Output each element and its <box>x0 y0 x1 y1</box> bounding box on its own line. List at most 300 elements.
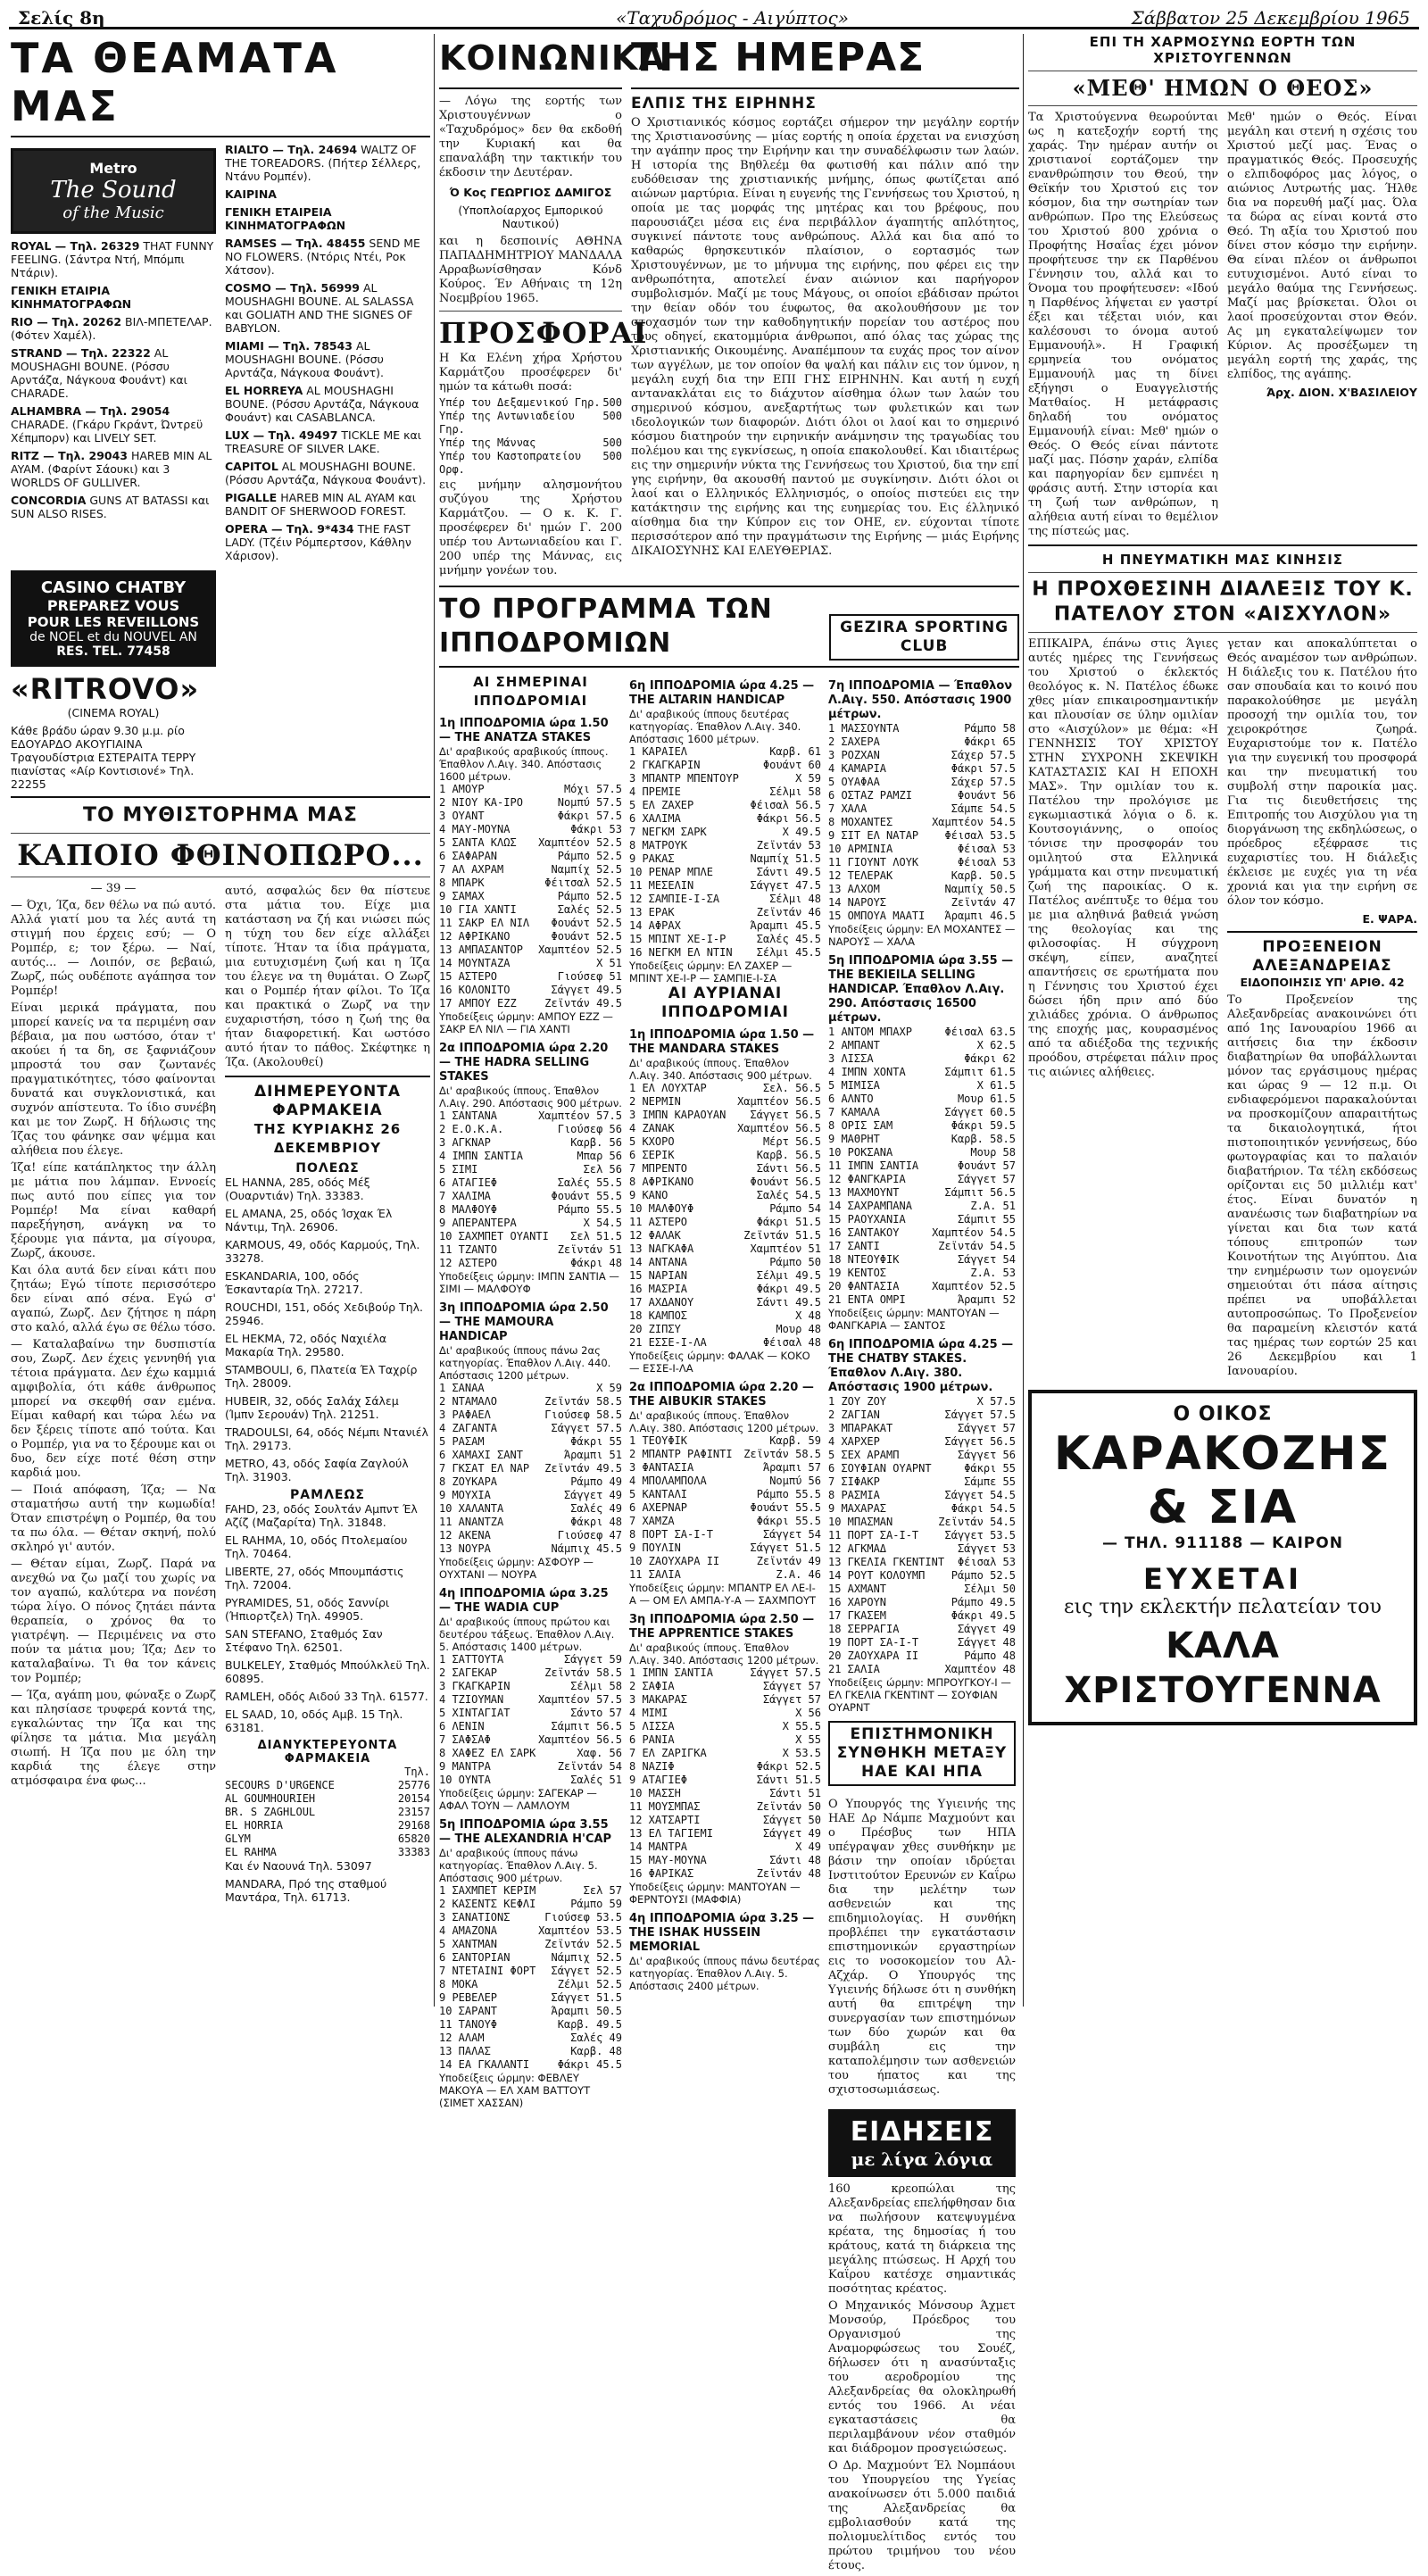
horse-jockey-weight <box>795 1309 821 1323</box>
horse-name: 12 ΦΑΝΓΚΑΡΙΑ <box>828 1173 906 1185</box>
horse-row <box>629 1501 821 1515</box>
weight: 52.5 <box>596 877 622 889</box>
weight: 51 <box>609 957 622 969</box>
horse-row <box>828 749 1016 762</box>
weight: 57 <box>1002 1159 1016 1172</box>
weight: 59.5 <box>990 1119 1016 1132</box>
jockey: Σαλές <box>570 1774 603 1786</box>
horse-jockey-weight <box>763 1528 821 1541</box>
jockey: Φουάντ <box>957 1159 997 1172</box>
horse-row <box>828 816 1016 829</box>
horse-row <box>439 1230 622 1243</box>
horse-row <box>629 1189 821 1202</box>
horse-name: 10 ΡΟΚΣΑΝΑ <box>828 1146 893 1159</box>
jockey: Καρβ. <box>769 745 802 758</box>
cinema-film: HAREB MIN AL AYAM. (Φαρίντ Σάουκι) και 3 WORLDS OF GULLIVER. <box>11 449 212 489</box>
cinema-name: COSMO — Τηλ. 56999 <box>225 281 360 295</box>
horse-name: 14 ΜΟΥΝΤΑΖΑ <box>439 957 511 969</box>
horse-name: 3 ΜΑΚΑΡΑΣ <box>629 1693 688 1706</box>
weight: 56 <box>609 1163 622 1176</box>
horse-jockey-weight <box>783 1747 821 1760</box>
horse-row <box>629 1434 821 1448</box>
horse-name: 5 ΡΑΣΑΜ <box>439 1435 485 1448</box>
jockey: Φάκρι <box>964 1052 997 1065</box>
cinema-listing <box>11 449 216 489</box>
weight: 48 <box>1002 1649 1016 1662</box>
weight: 57.5 <box>596 796 622 809</box>
metro-brand: Metro <box>89 160 137 177</box>
horse-row <box>629 1229 821 1242</box>
jockey: Φάκρι <box>557 2058 590 2071</box>
horse-jockey-weight <box>552 2005 623 2018</box>
jockey: Χ <box>795 1841 802 1853</box>
horse-name: 21 ΣΑΛΙΑ <box>828 1663 880 1675</box>
races-today-title: ΑΙ ΣΗΜΕΡΙΝΑΙ ΙΠΠΟΔΡΟΜΙΑΙ <box>473 674 588 709</box>
jockey: Σάντι <box>756 866 789 878</box>
weight: 57.5 <box>990 1408 1016 1421</box>
weight: 51.5 <box>795 1541 821 1554</box>
donation-row <box>439 450 622 477</box>
weight: 55 <box>1002 1475 1016 1488</box>
horse-jockey-weight <box>951 1609 1016 1623</box>
horse-name: 15 ΟΜΠΟΥΑ ΜΑΑΤΙ <box>828 910 926 922</box>
horse-row <box>439 943 622 957</box>
weight: 56.5 <box>795 1176 821 1188</box>
weight: 49.5 <box>795 1283 821 1295</box>
theamata-title: ΤΑ ΘΕΑΜΑΤΑ ΜΑΣ <box>11 34 339 130</box>
horse-row <box>629 1242 821 1256</box>
pneumatiki-signature: Ε. ΨΑΡΑ. <box>1362 912 1417 926</box>
horse-jockey-weight <box>538 943 622 957</box>
weight: 51 <box>609 1449 622 1461</box>
eidiseis-box <box>828 2109 1016 2177</box>
horse-name: 10 ΧΑΛΑΝΤΑ <box>439 1502 504 1515</box>
horse-row <box>439 1408 622 1422</box>
weight: 57.5 <box>990 762 1016 775</box>
horse-row <box>439 1449 622 1462</box>
horse-name: 9 ΚΑΝΟ <box>629 1189 668 1201</box>
weight: 57.5 <box>990 749 1016 761</box>
horse-row <box>629 1555 821 1568</box>
weight: 58.5 <box>596 1395 622 1408</box>
horse-jockey-weight <box>964 1475 1016 1489</box>
jockey: Ζεϊντάν <box>544 997 590 1010</box>
weight: 56 <box>609 1136 622 1149</box>
horse-jockey-weight <box>757 906 821 919</box>
horse-jockey-weight <box>751 852 822 866</box>
horse-name: 11 ΜΕΣΕΛΙΝ <box>629 879 694 892</box>
cinema-listing <box>11 239 216 279</box>
weight: 59 <box>808 772 821 785</box>
jockey: Ναμπίχ <box>750 852 789 865</box>
horse-jockey-weight <box>951 869 1016 883</box>
jockey: Ζεϊντάν <box>756 839 802 852</box>
horse-jockey-weight <box>552 1720 623 1733</box>
jockey: Σάχερ <box>951 749 984 761</box>
horse-jockey-weight <box>570 1502 622 1516</box>
horse-name: 7 ΣΙΦΑΚΡ <box>828 1475 880 1488</box>
horse-name: 2 ΓΚΑΓΚΑΡΙΝ <box>629 759 701 771</box>
weight: 51.5 <box>795 852 821 865</box>
horse-row <box>629 1827 821 1841</box>
pharmacy-entry: EL RAHMA, 10, οδός Πτολεμαίου Τηλ. 70464. <box>225 1533 408 1560</box>
jockey: Σάγγετ <box>551 1991 590 2004</box>
cinema-name: STRAND — Τηλ. 22322 <box>11 346 151 360</box>
horse-jockey-weight <box>558 1529 622 1542</box>
weight: 50 <box>808 1256 821 1268</box>
horse-row <box>629 745 821 759</box>
jockey: Νάμπιχ <box>551 1542 590 1555</box>
pharmacy-entry: SAN STEFANO, Σταθμός Σαν Στέφανο Τηλ. 62501. <box>225 1627 383 1654</box>
horse-name: 6 ΑΤΑΓΙΕΦ <box>439 1176 498 1189</box>
jockey: Χαμπτέον <box>538 1924 590 1937</box>
horse-jockey-weight <box>751 1176 822 1189</box>
jockey: Φουάντ <box>762 759 802 771</box>
weight: 52.5 <box>596 943 622 956</box>
pharmacy-tel: 33383 <box>397 1846 430 1858</box>
horse-name: 8 ΑΦΡΙΚΑΝΟ <box>629 1176 694 1188</box>
cinema-name: PIGALLE <box>225 491 278 504</box>
weight: 56.5 <box>795 812 821 825</box>
races-today-list <box>439 717 622 2109</box>
theamata-col-a <box>11 143 216 567</box>
weight: 54.5 <box>990 816 1016 828</box>
pharmacy-entry: PYRAMIDES, 51, οδός Σαννίρι (Ήπιορτζελ) Τηλ. 49905. <box>225 1596 390 1623</box>
gezira-col <box>828 673 1016 2576</box>
weight: 56 <box>609 1123 622 1135</box>
weight: 48 <box>1002 1663 1016 1675</box>
weight: 49.5 <box>795 826 821 838</box>
pharmacies-nightly-title: ΔΙΑΝΥΚΤΕΡΕΥΟΝΤΑ ΦΑΡΜΑΚΕΙΑ <box>257 1739 398 1766</box>
nightly-pharmacy-row <box>225 1806 430 1819</box>
jockey: Ράμπο <box>557 850 590 862</box>
weight: 52.5 <box>596 1938 622 1950</box>
jockey: Φάκρι <box>570 1516 603 1528</box>
weight: 50.5 <box>990 883 1016 895</box>
horse-name: 6 ΧΑΜΑΧΙ ΣΑΝΤ <box>439 1449 523 1461</box>
donation-label: Υπέρ της Αντωνιαδείου Γηρ. <box>439 410 575 436</box>
horse-row <box>828 1052 1016 1066</box>
horse-name: 3 ΣΑΝΑΤΙΟΝΣ <box>439 1911 511 1924</box>
weight: 47.5 <box>795 879 821 892</box>
horse-name: 17 ΑΜΠΟΥ ΕΖΖ <box>439 997 517 1010</box>
race-tips: Υποδείξεις ώρμην: ΦΑΛΑΚ — ΚΟΚΟ — ΕΣΣΕ-Ι-ΛΑ <box>629 1350 810 1375</box>
horse-jockey-weight <box>757 1216 821 1229</box>
cinema-listing <box>225 491 430 518</box>
horse-row <box>439 957 622 970</box>
race-tips: Υποδείξεις ώρμην: ΦΕΒΛΕΥ ΜΑΚΟΥΑ — ΕΛ ΧΑΜ ΒΑΤΤΟΥΤ (ΣΙΜΕΤ ΧΑΣΣΑΝ) <box>439 2072 591 2109</box>
horse-jockey-weight <box>751 1501 822 1515</box>
horse-name: 2 ΖΑΓΙΑΝ <box>828 1408 880 1421</box>
epi-ti-signature: Άρχ. ΔΙΟΝ. Χ'ΒΑΣΙΛΕΙΟΥ <box>1266 386 1417 399</box>
horse-row <box>439 1475 622 1489</box>
jockey: Σέλμι <box>769 893 802 905</box>
horse-name: 9 ΑΠΕΡΑΝΤΕΡΑ <box>439 1217 517 1229</box>
horse-jockey-weight <box>570 1257 622 1270</box>
horse-name: 14 ΡΟΥΤ ΚΟΛΟΥΜΠ <box>828 1569 926 1582</box>
horse-jockey-weight <box>757 1488 821 1501</box>
jockey: Χαμπτέον <box>538 1693 590 1706</box>
jockey: Χαμπτέον <box>932 1226 984 1239</box>
donation-value: 500 <box>602 436 622 449</box>
cinema-listing <box>225 384 430 424</box>
weight: 54 <box>1002 1253 1016 1266</box>
horse-jockey-weight <box>951 896 1016 910</box>
horse-jockey-weight <box>743 1448 821 1461</box>
weight: 50.5 <box>990 869 1016 882</box>
jockey: Καρβ. <box>570 2045 603 2057</box>
horse-name: 11 ΑΣΤΕΡΟ <box>629 1216 688 1228</box>
jockey: Χαμπτέον <box>750 1242 802 1255</box>
pharmacy-tel: 23157 <box>397 1806 430 1818</box>
horse-name: 9 ΡΑΚΑΣ <box>629 852 675 865</box>
horse-name: 10 ΡΕΝΑΡ ΜΠΛΕ <box>629 866 713 878</box>
pharmacy-name: EL HORRIA <box>225 1819 284 1832</box>
weight: 57.5 <box>596 1109 622 1122</box>
jockey: Καρβ. <box>570 1136 603 1149</box>
race-tips: Υποδείξεις ώρμην: ΙΜΠΝ ΣΑΝΤΙΑ — ΣΙΜΙ — ΜΑΛΦΟΥΦ <box>439 1270 619 1295</box>
horse-jockey-weight <box>552 863 623 877</box>
horse-row <box>828 1066 1016 1079</box>
horse-jockey-weight <box>558 1176 622 1190</box>
horse-row <box>629 785 821 799</box>
jockey: Χαφ. <box>577 1747 603 1759</box>
cinema-film: SEND ME NO FLOWERS. (Ντόρις Ντέι, Ροκ Χάτσον). <box>225 237 420 277</box>
horse-name: 4 ΑΜΑΖΟΝΑ <box>439 1924 498 1937</box>
horse-jockey-weight <box>538 1924 622 1938</box>
jockey: Σάγγετ <box>957 1173 997 1185</box>
cinema-name: RAMSES — Τηλ. 48455 <box>225 237 366 250</box>
horse-jockey-weight <box>958 1253 1016 1267</box>
weight: 48 <box>1002 1636 1016 1649</box>
jockey: Σάγγετ <box>750 879 789 892</box>
horse-jockey-weight <box>596 1382 622 1395</box>
karakozis-tel: — ΤΗΛ. 911188 — ΚΑΙΡΟΝ <box>1102 1534 1343 1552</box>
horse-jockey-weight <box>757 1760 821 1774</box>
horse-row <box>439 997 622 1010</box>
cinema-listing <box>11 284 216 311</box>
jockey: Σάγγετ <box>762 1827 802 1840</box>
weight: 50 <box>1002 1583 1016 1595</box>
horse-name: 11 ΑΝΑΝΤΖΑ <box>439 1516 504 1528</box>
horse-row <box>439 1938 622 1951</box>
horse-jockey-weight <box>584 1163 622 1176</box>
jockey: Σάντι <box>756 1296 789 1309</box>
cinema-film: AL MOUSHAGHI BOUNE. (Ρόσσυ Αρντάζα, Νάγκουα Φουάντ) και CHARADE. <box>11 346 187 400</box>
horse-row <box>828 1280 1016 1293</box>
pharmacy-entry: EL HEKMA, 72, οδός Ναχιέλα Μακαρία Τηλ. 29580. <box>225 1332 387 1359</box>
horse-row <box>629 1720 821 1733</box>
horse-name: 17 ΓΚΑΣΕΜ <box>828 1609 887 1622</box>
cinema-listing <box>11 494 216 520</box>
horse-jockey-weight <box>757 1162 821 1176</box>
koinonika-section <box>439 34 666 580</box>
pharmacy-name: BR. S ZAGHLOUL <box>225 1806 316 1818</box>
horse-jockey-weight <box>783 826 821 839</box>
horse-row <box>629 1854 821 1867</box>
horse-name: 5 ΧΑΝΤΜΑΝ <box>439 1938 498 1950</box>
horse-jockey-weight <box>757 1269 821 1283</box>
karakozis-l1: ΕΥΧΕΤΑΙ <box>1142 1562 1303 1596</box>
jockey: Ράμπο <box>951 1569 984 1582</box>
horse-jockey-weight <box>769 1434 821 1448</box>
weight: 52.5 <box>990 1280 1016 1292</box>
horse-jockey-weight <box>757 839 821 852</box>
horse-row <box>629 1760 821 1774</box>
horse-jockey-weight <box>945 1106 1017 1119</box>
horse-row <box>439 1911 622 1924</box>
jockey: Σάγγετ <box>563 1489 603 1501</box>
jockey: Σέλμι <box>756 1269 789 1282</box>
weight: 51.5 <box>596 1991 622 2004</box>
horse-row <box>439 970 622 984</box>
weight: 53.5 <box>596 1924 622 1937</box>
horse-jockey-weight <box>964 1052 1016 1066</box>
cinema-listing <box>225 237 430 277</box>
jockey: Φουάντ <box>551 1190 590 1202</box>
epistimoniki-title: ΕΠΙΣΤΗΜΟΝΙΚΗ ΣΥΝΘΗΚΗ ΜΕΤΑΞΥ ΗΑΕ ΚΑΙ ΗΠΑ <box>828 1721 1016 1786</box>
jockey: Γιούσεφ <box>557 1123 603 1135</box>
jockey: Ζ.Α. <box>970 1267 997 1279</box>
jockey: Ζέλμι <box>557 1978 590 1990</box>
cinema-listing <box>11 404 216 445</box>
horse-name: 17 ΣΑΝΤΙ <box>828 1240 880 1252</box>
horse-jockey-weight <box>570 1475 622 1489</box>
jockey: Χ <box>795 772 802 785</box>
horse-jockey-weight <box>757 866 821 879</box>
weight: 57.5 <box>596 783 622 795</box>
tis-imeras-kicker: ΕΛΠΙΣ ΤΗΣ ΕΙΡΗΝΗΣ <box>631 95 817 112</box>
race-tips: Υποδείξεις ώρμην: ΜΑΝΤΟΥΑΝ — ΦΑΝΓΚΑΡΙΑ — ΣΑΝΤΟΣ <box>828 1307 1000 1332</box>
metro-line1: The Sound <box>50 177 177 204</box>
jockey: Φάκρι <box>756 1760 789 1773</box>
horse-jockey-weight <box>769 1854 821 1867</box>
horse-name: 12 ΑΓΚΜΑΔ <box>828 1542 887 1555</box>
jockey: Φάκρι <box>756 1283 789 1295</box>
horse-jockey-weight <box>552 1190 623 1203</box>
weight: 56 <box>609 1150 622 1162</box>
horse-jockey-weight <box>570 1230 622 1243</box>
horse-name: 10 ΓΙΑ ΧΑΝΤΙ <box>439 903 517 916</box>
weight: 48 <box>808 1854 821 1866</box>
horse-name: 7 ΧΑΜΖΑ <box>629 1515 675 1527</box>
horse-name: 2 ΑΜΠΑΝΤ <box>828 1039 880 1051</box>
eidiseis-l2: με λίγα λόγια <box>851 2148 993 2170</box>
horse-jockey-weight <box>743 1229 821 1242</box>
horse-name: 6 ΡΑΝΙΑ <box>629 1733 675 1746</box>
nightly-pharmacy-row <box>225 1832 430 1846</box>
cinema-name: EL HORREYA <box>225 384 303 397</box>
jockey: Χαμπτέον <box>932 816 984 828</box>
jockey: Σάγγετ <box>944 1435 984 1448</box>
race-title: 3η ΙΠΠΟΔΡΟΜΙΑ ώρα 2.50 — THE MAMOURA HANDICAP <box>439 1301 609 1343</box>
horse-row <box>439 810 622 823</box>
horse-name: 13 ΝΟΥΡΑ <box>439 1542 491 1555</box>
pharmacy-entry: ROUCHDI, 151, οδός Χεδιβούρ Τηλ. 25946. <box>225 1300 424 1327</box>
jockey: Φουάντ <box>551 917 590 929</box>
weight: 47 <box>609 1529 622 1541</box>
horse-row <box>629 1162 821 1176</box>
jockey: Σέλμι <box>756 946 789 959</box>
jockey: Ναμπίχ <box>551 863 590 876</box>
horse-row <box>439 796 622 810</box>
jockey: Σάγγετ <box>762 1693 802 1706</box>
horse-row <box>439 1529 622 1542</box>
jockey: Φέισαλ <box>762 1336 802 1349</box>
horse-jockey-weight <box>977 1079 1016 1093</box>
weight: 56.5 <box>795 1135 821 1148</box>
horse-row <box>828 1106 1016 1119</box>
weight: 58 <box>1002 1146 1016 1159</box>
jockey: Σάγγετ <box>957 1449 997 1461</box>
weight: 57 <box>609 1884 622 1897</box>
karakozis-l2: εις την εκλεκτήν πελατείαν του <box>1064 1596 1382 1618</box>
horse-name: 1 ΚΑΡΑΙΕΛ <box>629 745 688 758</box>
proxeneio-title: ΠΡΟΞΕΝΕΙΟΝ ΑΛΕΞΑΝΔΡΕΙΑΣ <box>1252 938 1392 975</box>
horse-row <box>439 1924 622 1938</box>
horse-jockey-weight <box>795 772 821 785</box>
pharmacies-nightly-head <box>225 1766 430 1779</box>
horse-row <box>439 1991 622 2005</box>
weight: 55 <box>609 1435 622 1448</box>
pharmacy-entry: RAMLEH, οδός Αιδού 33 Τηλ. 61577. <box>225 1690 428 1703</box>
casino-l4: de NOEL et du NOUVEL AN <box>29 630 197 644</box>
horse-name: 5 ΜΙΜΙΣΑ <box>828 1079 880 1092</box>
horse-jockey-weight <box>544 1938 622 1951</box>
horse-row <box>828 1609 1016 1623</box>
horse-row <box>439 1382 622 1395</box>
horse-row <box>629 1747 821 1760</box>
jockey: Ζεϊντάν <box>557 1760 603 1773</box>
horse-name: 7 ΑΛ ΑΧΡΑΜ <box>439 863 504 876</box>
horse-jockey-weight <box>558 850 622 863</box>
weight: 51 <box>609 970 622 983</box>
horse-row <box>439 1395 622 1408</box>
jockey: Φουάντ <box>750 1176 789 1188</box>
novel-paragraph: — Ίζα, αγάπη μου, φώναξε ο Ζωρζ και πλησίασε τρυφερά κοντά της, εγκαλώντας την Ίζα και της φίλησε τα μάτια. Μια μεγάλη σιωπή. Η Ίζα που με όλη την καρδιά της έλεγε στην ατμόσφαιρα ένα φως... <box>11 1689 216 1788</box>
horse-row <box>828 1026 1016 1039</box>
novel-paragraph: — Όχι, Ίζα, δεν θέλω να πώ αυτό. Αλλά γιατί μου τα λές αυτά τη στιγμή που έρχεις εσύ; — Ο Ρομπέρ, ε; τον ξέρω. — Ναί, αυτός... — Λοιπόν, σε βεβαιώ, Ζωρζ, πώς ουδέποτε αγάπησα τον Ρομπέρ! <box>11 899 216 998</box>
jockey: Νάμπιχ <box>551 1951 590 1964</box>
masthead <box>0 0 1428 30</box>
jockey: Σαλές <box>756 1189 789 1201</box>
horse-name: 9 ΠΟΥΛΙΝ <box>629 1541 681 1554</box>
horse-row <box>439 1163 622 1176</box>
weight: 65 <box>1002 735 1016 748</box>
horse-jockey-weight <box>757 933 821 946</box>
metro-line2: of the Music <box>62 204 164 222</box>
weight: 56 <box>808 1475 821 1487</box>
jockey: Σάγγετ <box>957 1422 997 1434</box>
horse-row <box>439 877 622 890</box>
horse-row <box>439 1502 622 1516</box>
pneumatiki-kicker: Η ΠΝΕΥΜΑΤΙΚΗ ΜΑΣ ΚΙΝΗΣΙΣ <box>1101 552 1344 568</box>
race-tips: Υποδείξεις ώρμην: ΕΛ ΜΟΧΑΝΤΕΣ — ΝΑΡΟΥΣ — ΧΑΛΑ <box>828 923 1016 948</box>
horse-name: 11 ΣΑΚΡ ΕΛ ΝΙΛ <box>439 917 530 929</box>
horse-name: 4 ΜΠΟΛΑΜΠΟΛΑ <box>629 1475 707 1487</box>
horse-row <box>629 1707 821 1720</box>
pharmacy-entry: EL HANNA, 285, οδός Μέξ (Ουαρντιάν) Τηλ. 33383. <box>225 1176 370 1202</box>
horse-name: 6 ΛΕΝΙΝ <box>439 1720 485 1733</box>
weight: 48 <box>609 1257 622 1269</box>
horse-jockey-weight <box>958 1159 1016 1173</box>
horse-row <box>828 1267 1016 1280</box>
weight: 52.5 <box>596 917 622 929</box>
race-title: 1η ΙΠΠΟΔΡΟΜΙΑ ώρα 1.50 — THE MANDARA STAKES <box>629 1028 815 1056</box>
race-conditions: Δι' αραβικούς ίππους πρώτου και δευτέρου τάξεως. Έπαθλον Λ.Αιγ. 5. Απόστασις 1400 μέτρων. <box>439 1616 615 1653</box>
jockey: Φουάντ <box>551 930 590 943</box>
weight: 51 <box>609 1243 622 1256</box>
